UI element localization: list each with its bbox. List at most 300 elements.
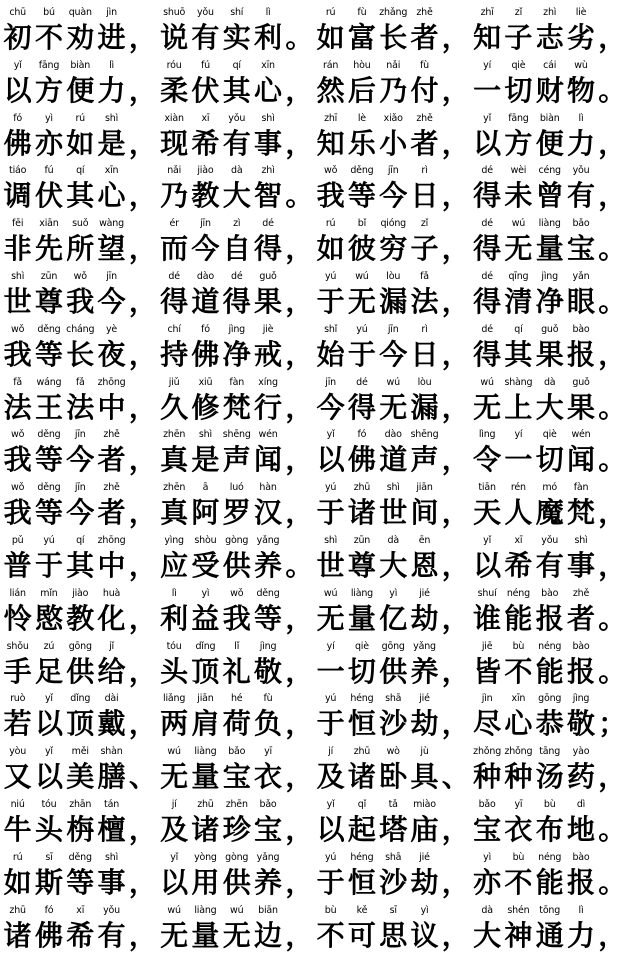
- hanzi: 足: [34, 654, 63, 688]
- text-line: [2, 57, 628, 111]
- hanzi: 亦: [34, 126, 63, 160]
- punctuation: 。: [598, 73, 627, 107]
- punctuation: ，: [598, 126, 627, 160]
- pinyin: mó: [542, 482, 558, 494]
- pinyin: jīn: [106, 271, 117, 282]
- pinyin: dài: [104, 693, 119, 705]
- pinyin: xiǎo: [383, 112, 403, 124]
- hanzi: 可: [347, 918, 376, 952]
- punctuation: ，: [285, 654, 314, 688]
- hanzi: 量: [191, 918, 220, 952]
- hanzi: 得: [254, 232, 283, 266]
- hanzi: 头: [34, 813, 63, 846]
- pinyin: qīng: [508, 271, 529, 282]
- pinyin: jìn: [106, 7, 117, 18]
- annotated-character: [65, 57, 96, 108]
- annotated-character: [65, 796, 96, 847]
- hanzi: 得: [473, 337, 502, 371]
- annotated-character: [409, 532, 440, 583]
- annotated-character: [565, 215, 596, 266]
- punctuation: ，: [441, 337, 470, 371]
- annotated-character: [503, 374, 534, 425]
- pinyin: gōng: [68, 640, 92, 652]
- annotated-character: [221, 426, 252, 477]
- pinyin: yǐ: [45, 746, 53, 758]
- hanzi: 有: [97, 918, 126, 952]
- pinyin: zhǒng: [504, 746, 533, 758]
- annotated-character: [315, 321, 346, 372]
- pinyin: yǐ: [326, 429, 335, 441]
- pinyin: liàng: [194, 746, 217, 758]
- hanzi: 受: [191, 549, 220, 582]
- hanzi: 久: [160, 390, 189, 424]
- pinyin: jié: [419, 587, 430, 599]
- annotated-character: [503, 849, 534, 900]
- punctuation-mark: [284, 4, 315, 55]
- annotated-character: [409, 374, 440, 425]
- pinyin: shí: [230, 7, 244, 18]
- punctuation-mark: [597, 57, 628, 108]
- pinyin: zhì: [543, 7, 557, 18]
- punctuation-mark: [440, 426, 471, 477]
- pinyin: quàn: [68, 7, 92, 18]
- hanzi: 议: [410, 918, 439, 952]
- punctuation-mark: [440, 585, 471, 636]
- pinyin: wǒ: [11, 429, 25, 441]
- annotated-character: [221, 902, 252, 953]
- hanzi: 法: [66, 390, 95, 424]
- pinyin: tiáo: [9, 165, 27, 177]
- hanzi: 事: [254, 126, 283, 160]
- hanzi: 得: [347, 390, 376, 424]
- pinyin: zhōng: [97, 376, 126, 388]
- annotated-character: [158, 4, 189, 55]
- hanzi: 宝: [254, 813, 283, 846]
- annotated-character: [565, 321, 596, 372]
- pinyin: xī: [76, 904, 85, 916]
- pinyin: děng: [350, 165, 374, 177]
- annotated-character: [190, 690, 221, 741]
- hanzi: 声: [410, 443, 439, 477]
- hanzi: 不: [34, 21, 63, 54]
- pinyin: shǒu: [6, 640, 29, 652]
- pinyin: fāng: [38, 59, 60, 71]
- pinyin: bù: [512, 640, 525, 652]
- annotated-character: [252, 690, 283, 741]
- hanzi: 尊: [34, 285, 63, 318]
- punctuation: 。: [285, 549, 314, 582]
- pinyin: jìng: [259, 640, 277, 652]
- hanzi: 得: [473, 285, 502, 318]
- hanzi: 而: [160, 232, 189, 266]
- annotated-character: [471, 268, 502, 319]
- annotated-character: [534, 638, 565, 689]
- punctuation: ，: [285, 760, 314, 794]
- annotated-character: [471, 479, 502, 530]
- pinyin: jīn: [387, 165, 399, 177]
- punctuation-mark: [440, 690, 471, 741]
- annotated-character: [534, 532, 565, 583]
- punctuation-mark: [597, 321, 628, 372]
- pinyin: shì: [105, 851, 119, 863]
- pinyin: xī: [514, 535, 523, 546]
- pinyin: biàn: [539, 112, 560, 124]
- annotated-character: [2, 796, 33, 847]
- pinyin: zhēn: [225, 799, 248, 810]
- annotated-character: [190, 585, 221, 636]
- pinyin: qióng: [380, 218, 406, 230]
- pinyin: rú: [325, 218, 336, 230]
- pinyin: děng: [37, 429, 61, 441]
- pinyin: shēng: [410, 429, 439, 441]
- pinyin: shì: [574, 535, 588, 546]
- hanzi: 知: [473, 21, 502, 54]
- hanzi: 珍: [222, 813, 251, 846]
- punctuation: ，: [285, 601, 314, 635]
- annotated-character: [2, 268, 33, 319]
- annotated-character: [65, 162, 96, 213]
- annotated-character: [565, 743, 596, 794]
- hanzi: 切: [535, 443, 564, 477]
- hanzi: 庙: [410, 813, 439, 846]
- hanzi: 无: [160, 918, 189, 952]
- annotated-character: [252, 902, 283, 953]
- hanzi: 若: [3, 707, 32, 741]
- annotated-character: [534, 479, 565, 530]
- hanzi: 我: [3, 496, 32, 530]
- annotated-character: [190, 215, 221, 266]
- annotated-character: [346, 374, 377, 425]
- hanzi: 量: [535, 232, 564, 266]
- annotated-character: [158, 215, 189, 266]
- hanzi: 等: [34, 443, 63, 477]
- hanzi: 膳: [97, 760, 126, 794]
- pinyin: yǐ: [170, 851, 179, 863]
- pinyin: niú: [10, 799, 25, 810]
- annotated-character: [346, 268, 377, 319]
- pinyin: jīn: [387, 323, 399, 335]
- annotated-character: [190, 57, 221, 108]
- annotated-character: [2, 585, 33, 636]
- hanzi: 智: [254, 179, 283, 213]
- annotated-character: [65, 374, 96, 425]
- hanzi: 药: [566, 760, 595, 794]
- hanzi: 斯: [34, 865, 63, 899]
- pinyin: zūn: [40, 271, 58, 282]
- annotated-character: [409, 902, 440, 953]
- punctuation: 。: [598, 285, 627, 318]
- annotated-character: [534, 902, 565, 953]
- pinyin: wǒ: [73, 271, 87, 282]
- pinyin: pǔ: [11, 535, 24, 546]
- pinyin: rì: [421, 323, 428, 335]
- pinyin: zhě: [103, 429, 120, 441]
- pinyin: dé: [481, 165, 493, 177]
- punctuation: ，: [285, 232, 314, 266]
- annotated-character: [158, 57, 189, 108]
- pinyin: rú: [75, 112, 85, 124]
- punctuation-mark: [440, 57, 471, 108]
- pinyin: jìn: [481, 693, 493, 705]
- annotated-character: [190, 110, 221, 161]
- hanzi: 事: [566, 549, 595, 582]
- punctuation: ，: [128, 549, 157, 582]
- annotated-character: [96, 690, 127, 741]
- pinyin: xī: [201, 112, 210, 124]
- annotated-character: [96, 426, 127, 477]
- hanzi: 果: [566, 390, 595, 424]
- hanzi: 力: [97, 73, 126, 107]
- hanzi: 初: [3, 21, 32, 54]
- punctuation-mark: [440, 479, 471, 530]
- pinyin: ēn: [418, 535, 431, 546]
- hanzi: 长: [379, 21, 408, 54]
- pinyin: zú: [43, 640, 55, 652]
- hanzi: 调: [3, 179, 32, 213]
- punctuation: ，: [441, 126, 470, 160]
- pinyin: lì: [109, 59, 114, 71]
- hanzi: 顶: [191, 654, 220, 688]
- hanzi: 佛: [34, 918, 63, 952]
- hanzi: 劣: [566, 21, 595, 54]
- hanzi: 漏: [379, 285, 408, 318]
- hanzi: 于: [316, 707, 345, 741]
- hanzi: 能: [504, 601, 533, 635]
- punctuation-mark: [284, 57, 315, 108]
- pinyin: wǒ: [11, 482, 25, 494]
- punctuation-mark: [284, 585, 315, 636]
- hanzi: 者: [97, 443, 126, 477]
- pinyin: lòu: [386, 271, 401, 282]
- hanzi: 切: [504, 73, 533, 107]
- pinyin: qiè: [542, 429, 557, 441]
- annotated-character: [378, 162, 409, 213]
- annotated-character: [65, 638, 96, 689]
- hanzi: 无: [316, 601, 345, 635]
- punctuation-mark: [284, 796, 315, 847]
- annotated-character: [378, 57, 409, 108]
- hanzi: 以: [316, 443, 345, 477]
- hanzi: 柔: [160, 73, 189, 107]
- annotated-character: [33, 479, 64, 530]
- hanzi: 宝: [566, 232, 595, 266]
- punctuation-mark: [127, 479, 158, 530]
- annotated-character: [190, 743, 221, 794]
- pinyin: bào: [572, 640, 590, 652]
- punctuation-mark: [440, 4, 471, 55]
- annotated-character: [190, 268, 221, 319]
- punctuation: ，: [128, 179, 157, 213]
- annotated-character: [2, 532, 33, 583]
- punctuation-mark: [597, 743, 628, 794]
- hanzi: 修: [191, 390, 220, 424]
- pinyin: zhì: [261, 165, 275, 177]
- annotated-character: [221, 162, 252, 213]
- hanzi: 令: [473, 443, 502, 477]
- annotated-character: [315, 585, 346, 636]
- punctuation-mark: [127, 849, 158, 900]
- annotated-character: [2, 321, 33, 372]
- hanzi: 边: [254, 918, 283, 952]
- annotated-character: [409, 796, 440, 847]
- pinyin: bǐ: [357, 218, 367, 230]
- hanzi: 皆: [473, 654, 502, 688]
- pinyin: tiān: [478, 482, 496, 494]
- annotated-character: [565, 268, 596, 319]
- pinyin: fù: [263, 693, 273, 705]
- hanzi: 有: [566, 179, 595, 213]
- pinyin: jīn: [325, 376, 336, 388]
- punctuation-mark: [597, 215, 628, 266]
- annotated-character: [346, 110, 377, 161]
- pinyin: wǒ: [324, 165, 338, 177]
- annotated-character: [158, 690, 189, 741]
- text-line: [2, 321, 628, 375]
- punctuation: ，: [285, 918, 314, 952]
- pinyin: jìng: [228, 323, 245, 335]
- text-line: [2, 374, 628, 428]
- pinyin: tán: [104, 799, 120, 810]
- annotated-character: [33, 321, 64, 372]
- hanzi: 手: [3, 654, 32, 688]
- annotated-character: [190, 638, 221, 689]
- hanzi: 间: [410, 496, 439, 530]
- annotated-character: [346, 902, 377, 953]
- punctuation-mark: [440, 215, 471, 266]
- pinyin: lì: [171, 587, 177, 599]
- annotated-character: [2, 4, 33, 55]
- annotated-character: [252, 796, 283, 847]
- hanzi: 化: [97, 601, 126, 635]
- hanzi: 后: [347, 73, 376, 107]
- pinyin: wú: [386, 376, 400, 388]
- hanzi: 于: [34, 549, 63, 582]
- pinyin: yè: [106, 323, 118, 335]
- pinyin: yǐ: [483, 535, 492, 546]
- annotated-character: [565, 585, 596, 636]
- pinyin: jiè: [262, 323, 274, 335]
- annotated-character: [33, 162, 64, 213]
- hanzi: 富: [347, 21, 376, 54]
- pinyin: zhū: [353, 746, 371, 758]
- annotated-character: [65, 4, 96, 55]
- pinyin: qí: [514, 323, 523, 335]
- hanzi: 真: [160, 496, 189, 530]
- annotated-character: [252, 426, 283, 477]
- hanzi: 说: [160, 21, 189, 54]
- annotated-character: [565, 902, 596, 953]
- pinyin: dào: [196, 271, 214, 282]
- punctuation-mark: [284, 268, 315, 319]
- annotated-character: [158, 638, 189, 689]
- punctuation-mark: [127, 57, 158, 108]
- hanzi: 通: [535, 918, 564, 952]
- pinyin: néng: [538, 851, 562, 863]
- annotated-character: [96, 585, 127, 636]
- hanzi: 闻: [566, 443, 595, 477]
- punctuation: ，: [128, 707, 157, 741]
- annotated-character: [221, 849, 252, 900]
- annotated-character: [33, 57, 64, 108]
- hanzi: 又: [3, 760, 32, 794]
- pinyin: bù: [324, 904, 337, 916]
- pinyin: dé: [168, 271, 180, 282]
- hanzi: 物: [566, 73, 595, 107]
- annotated-character: [503, 215, 534, 266]
- punctuation-mark: [284, 743, 315, 794]
- hanzi: 者: [97, 496, 126, 530]
- hanzi: 以: [160, 865, 189, 899]
- pinyin: zhě: [103, 482, 120, 494]
- annotated-character: [190, 426, 221, 477]
- hanzi: 不: [504, 654, 533, 688]
- pinyin: yǎng: [256, 535, 280, 546]
- annotated-character: [33, 690, 64, 741]
- annotated-character: [221, 321, 252, 372]
- pinyin: yǒu: [541, 535, 559, 546]
- pinyin: fǎ: [420, 271, 429, 282]
- pinyin: guǒ: [541, 323, 559, 335]
- hanzi: 养: [254, 549, 283, 582]
- annotated-character: [565, 374, 596, 425]
- pinyin: yì: [45, 112, 53, 124]
- pinyin: biān: [258, 904, 278, 916]
- hanzi: 大: [535, 390, 564, 424]
- hanzi: 得: [160, 285, 189, 318]
- hanzi: 其: [222, 73, 251, 107]
- hanzi: 梵: [566, 496, 595, 530]
- annotated-character: [565, 849, 596, 900]
- punctuation-mark: [440, 796, 471, 847]
- hanzi: 无: [222, 918, 251, 952]
- annotated-character: [534, 110, 565, 161]
- annotated-character: [471, 902, 502, 953]
- annotated-character: [315, 532, 346, 583]
- pinyin: fǎ: [75, 376, 85, 388]
- pinyin: dà: [387, 535, 399, 546]
- punctuation: ，: [128, 654, 157, 688]
- annotated-character: [471, 110, 502, 161]
- punctuation: ，: [285, 707, 314, 741]
- annotated-character: [346, 849, 377, 900]
- annotated-character: [378, 374, 409, 425]
- annotated-character: [503, 162, 534, 213]
- punctuation: 。: [598, 601, 627, 635]
- hanzi: 亿: [379, 601, 408, 635]
- hanzi: 美: [66, 760, 95, 794]
- text-line: [2, 479, 628, 533]
- hanzi: 有: [222, 126, 251, 160]
- annotated-character: [471, 426, 502, 477]
- annotated-character: [315, 162, 346, 213]
- annotated-character: [534, 268, 565, 319]
- punctuation-mark: [284, 902, 315, 953]
- hanzi: 如: [66, 126, 95, 160]
- pinyin: jí: [328, 746, 334, 758]
- punctuation: ，: [441, 918, 470, 952]
- hanzi: 魔: [535, 496, 564, 530]
- annotated-character: [378, 690, 409, 741]
- annotated-character: [346, 638, 377, 689]
- hanzi: 实: [222, 21, 251, 54]
- pinyin: shā: [385, 693, 402, 705]
- hanzi: 诸: [347, 760, 376, 794]
- punctuation-mark: [440, 268, 471, 319]
- pinyin: shì: [11, 271, 25, 282]
- pinyin: yī: [514, 799, 523, 810]
- annotated-character: [503, 585, 534, 636]
- punctuation: ，: [285, 337, 314, 371]
